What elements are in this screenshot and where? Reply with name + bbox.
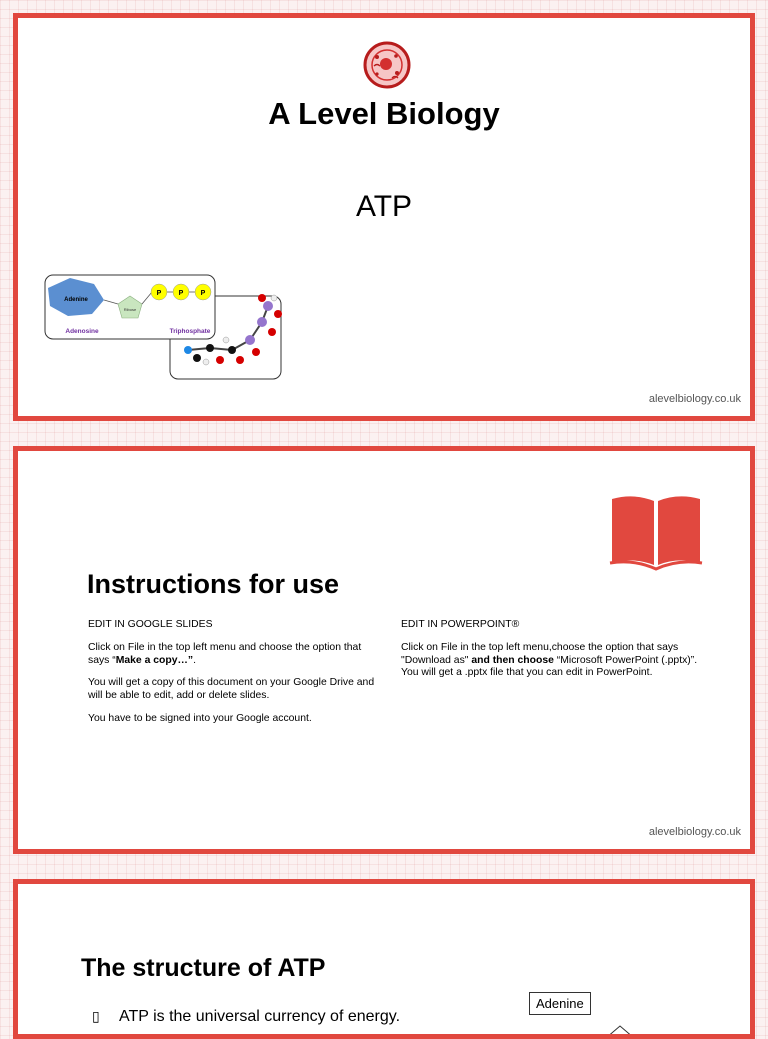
phosphate-label: P xyxy=(156,290,162,297)
title-slide xyxy=(13,13,755,421)
bullet-glyph: ▯ xyxy=(92,1008,100,1024)
slide-title: The structure of ATP xyxy=(81,954,326,982)
ribose-label: Ribose xyxy=(123,307,137,312)
instruction-paragraph: Click on File in the top left menu,choose the option that says "Download as" and then choose “Microsoft PowerPoint (.pptx)”. You will get a .pptx file that you can edit in PowerPoint. xyxy=(401,641,698,679)
open-book-icon xyxy=(608,493,704,573)
section-heading: EDIT IN POWERPOINT® xyxy=(401,619,520,630)
phosphate-label: P xyxy=(200,290,206,297)
cell-icon xyxy=(362,40,412,90)
instructions-slide xyxy=(13,446,755,854)
instruction-paragraph: You have to be signed into your Google account. xyxy=(88,712,312,724)
slide-subtitle: ATP xyxy=(355,190,413,223)
section-heading: EDIT IN GOOGLE SLIDES xyxy=(88,619,213,630)
bullet-point xyxy=(92,1008,400,1026)
atp-molecule-diagram xyxy=(40,270,282,382)
instruction-paragraph: Click on File in the top left menu and choose the option that says “Make a copy…”. xyxy=(88,641,362,666)
adenosine-label: Adenosine xyxy=(65,328,99,335)
ribose-shape xyxy=(604,1018,636,1038)
footer-url: alevelbiology.co.uk xyxy=(648,826,741,838)
bullet-text: ATP is the universal currency of energy. xyxy=(119,1008,401,1025)
powerpoint-instructions xyxy=(401,619,711,690)
google-slides-instructions xyxy=(88,619,378,736)
structure-slide xyxy=(13,879,755,1039)
phosphate-label: P xyxy=(178,290,184,297)
adenine-label: Adenine xyxy=(64,297,88,303)
adenine-box: Adenine xyxy=(529,992,591,1015)
footer-url: alevelbiology.co.uk xyxy=(648,393,741,405)
slide-title: A Level Biology xyxy=(268,96,500,131)
triphosphate-label: Triphosphate xyxy=(169,328,211,335)
slide-title: Instructions for use xyxy=(87,569,340,599)
instruction-paragraph: You will get a copy of this document on your Google Drive and will be able to edit, add or delete slides. xyxy=(88,677,375,702)
